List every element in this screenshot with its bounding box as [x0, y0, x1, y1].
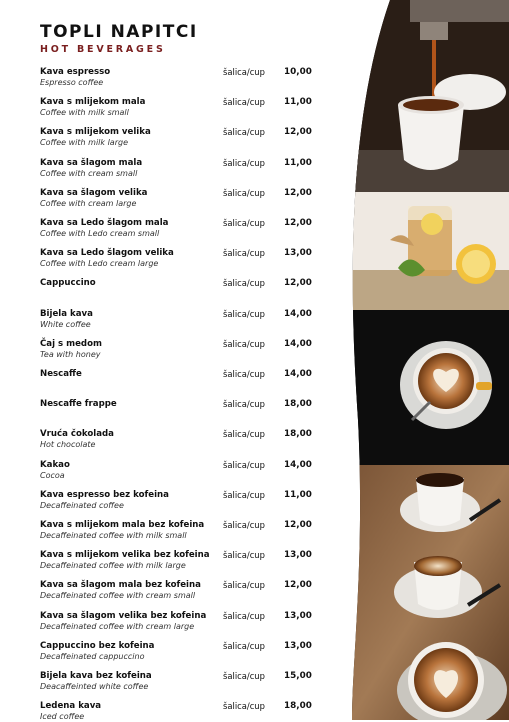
item-unit: šalica/cup	[223, 369, 265, 379]
item-price: 14,00	[284, 308, 312, 319]
item-unit: šalica/cup	[223, 429, 265, 440]
item-name: Nescaffe frappe	[40, 399, 117, 410]
menu-item	[40, 273, 320, 299]
item-english-name: Hot chocolate	[40, 440, 96, 450]
item-unit: šalica/cup	[223, 520, 265, 530]
item-name: Cappuccino bez kofeina	[40, 640, 155, 651]
item-english-name: Coffee with cream small	[40, 168, 138, 178]
item-price: 11,00	[284, 97, 312, 108]
item-unit: šalica/cup	[223, 610, 265, 621]
item-unit: šalica/cup	[223, 701, 265, 712]
item-english-name: Iced coffee	[40, 712, 85, 722]
item-unit: šalica/cup	[223, 489, 265, 500]
item-unit: šalica/cup	[223, 671, 265, 681]
menu-item	[40, 606, 320, 632]
item-price: 18,00	[284, 399, 312, 410]
menu-item	[40, 92, 320, 118]
page-subtitle: HOT BEVERAGES	[40, 44, 166, 55]
item-price: 18,00	[284, 701, 312, 712]
item-name: Vruća čokolada	[40, 429, 114, 440]
item-name: Cappuccino	[40, 278, 96, 289]
item-price: 12,00	[284, 218, 312, 228]
menu-item	[40, 62, 320, 88]
menu-item	[40, 636, 320, 662]
item-name: Ledena kava	[40, 701, 102, 712]
item-name: Kava sa šlagom velika	[40, 187, 148, 198]
item-name: Kava s mlijekom velika bez kofeina	[40, 550, 210, 561]
item-unit: šalica/cup	[223, 308, 265, 319]
item-english-name: White coffee	[40, 319, 91, 329]
item-price: 13,00	[284, 550, 312, 561]
item-english-name: Deacaffeinted white coffee	[40, 682, 149, 691]
item-name: Kava s mlijekom velika	[40, 127, 151, 138]
item-price: 12,00	[284, 520, 312, 530]
item-english-name: Coffee with Ledo cream small	[40, 229, 160, 238]
item-price: 15,00	[284, 671, 312, 681]
item-english-name: Coffee with milk large	[40, 138, 128, 148]
item-price: 14,00	[284, 338, 312, 349]
item-name: Kava sa Ledo šlagom mala	[40, 218, 169, 228]
item-price: 12,00	[284, 127, 312, 138]
menu-item	[40, 304, 320, 330]
menu-item	[40, 183, 320, 209]
menu-item	[40, 394, 320, 420]
menu-item	[40, 424, 320, 450]
item-english-name: Coffee with cream large	[40, 198, 137, 208]
menu-item	[40, 485, 320, 511]
item-unit: šalica/cup	[223, 278, 265, 289]
item-english-name: Espresso coffee	[40, 78, 104, 87]
item-price: 11,00	[284, 157, 312, 168]
item-price: 18,00	[284, 429, 312, 440]
item-unit: šalica/cup	[223, 580, 265, 591]
item-unit: šalica/cup	[223, 127, 265, 138]
item-english-name: Tea with honey	[40, 349, 101, 359]
item-price: 11,00	[284, 489, 312, 500]
item-unit: šalica/cup	[223, 218, 265, 228]
menu-item	[40, 334, 320, 360]
item-english-name: Decaffeinated coffee with milk large	[40, 561, 186, 571]
item-name: Kava espresso bez kofeina	[40, 489, 169, 500]
item-unit: šalica/cup	[223, 67, 265, 77]
item-unit: šalica/cup	[223, 640, 265, 651]
item-price: 14,00	[284, 369, 312, 379]
item-unit: šalica/cup	[223, 459, 265, 470]
item-name: Kakao	[40, 459, 70, 470]
menu-item	[40, 122, 320, 148]
item-price: 13,00	[284, 248, 312, 259]
item-name: Bijela kava bez kofeina	[40, 671, 152, 681]
menu-item	[40, 213, 320, 239]
item-unit: šalica/cup	[223, 97, 265, 108]
page-title: TOPLI NAPITCI	[40, 22, 198, 42]
item-english-name: Decaffeinated coffee	[40, 500, 124, 510]
item-name: Kava sa šlagom mala	[40, 157, 143, 168]
item-price: 12,00	[284, 278, 312, 289]
menu-item	[40, 455, 320, 481]
menu-item	[40, 575, 320, 601]
item-english-name: Decaffeinated coffee with milk small	[40, 531, 187, 540]
item-english-name: Cocoa	[40, 470, 65, 480]
item-english-name: Coffee with milk small	[40, 108, 129, 118]
menu-item	[40, 243, 320, 269]
item-price: 13,00	[284, 640, 312, 651]
item-english-name: Decaffeinated coffee with cream large	[40, 621, 195, 631]
item-price: 13,00	[284, 610, 312, 621]
item-name: Kava s mlijekom mala	[40, 97, 146, 108]
item-name: Bijela kava	[40, 308, 93, 319]
item-price: 10,00	[284, 67, 312, 77]
item-unit: šalica/cup	[223, 550, 265, 561]
item-name: Kava sa Ledo šlagom velika	[40, 248, 174, 259]
item-name: Kava sa šlagom velika bez kofeina	[40, 610, 207, 621]
item-english-name: Decaffeinated cappuccino	[40, 651, 145, 661]
item-name: Nescaffe	[40, 369, 82, 379]
item-unit: šalica/cup	[223, 338, 265, 349]
item-unit: šalica/cup	[223, 157, 265, 168]
menu-item	[40, 696, 320, 722]
menu-item	[40, 364, 320, 390]
item-price: 14,00	[284, 459, 312, 470]
item-name: Kava sa šlagom mala bez kofeina	[40, 580, 201, 591]
menu-item	[40, 153, 320, 179]
item-unit: šalica/cup	[223, 187, 265, 198]
item-price: 12,00	[284, 187, 312, 198]
item-name: Kava espresso	[40, 67, 111, 77]
item-price: 12,00	[284, 580, 312, 591]
menu-item	[40, 545, 320, 571]
item-name: Kava s mlijekom mala bez kofeina	[40, 520, 205, 530]
menu-item	[40, 515, 320, 541]
menu-item	[40, 666, 320, 692]
item-english-name: Decaffeinated coffee with cream small	[40, 591, 196, 601]
item-english-name: Coffee with Ledo cream large	[40, 259, 159, 269]
item-unit: šalica/cup	[223, 399, 265, 410]
item-unit: šalica/cup	[223, 248, 265, 259]
item-name: Čaj s medom	[40, 338, 102, 349]
